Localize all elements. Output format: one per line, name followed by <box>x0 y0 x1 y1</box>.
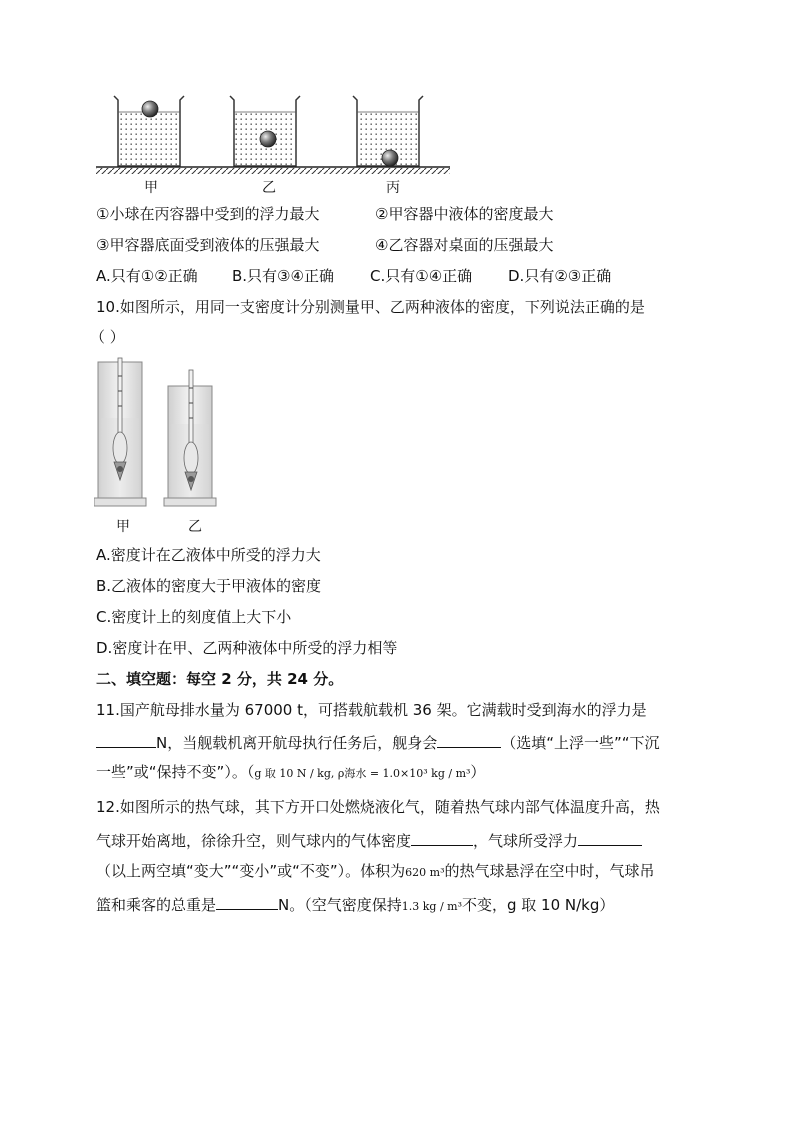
q10-option-d[interactable]: D.密度计在甲、乙两种液体中所受的浮力相等 <box>96 639 398 657</box>
q12-text-4d: 不变，g 取 10 N/kg） <box>462 896 615 914</box>
ball-yi <box>260 131 276 147</box>
q12-line-4 <box>96 893 614 917</box>
q9-option-b[interactable]: B.只有③④正确 <box>232 267 334 285</box>
q12-text-3c: 的热气球悬浮在空中时，气球吊 <box>444 862 655 880</box>
q9-statement-4: ④乙容器对桌面的压强最大 <box>375 236 554 254</box>
q9-statement-row-1 <box>96 204 553 224</box>
beakers-figure <box>94 92 454 176</box>
q10-option-a[interactable]: A.密度计在乙液体中所受的浮力大 <box>96 546 321 564</box>
label-yi: 乙 <box>262 180 276 196</box>
q9-statement-1: ①小球在丙容器中受到的浮力最大 <box>96 205 320 223</box>
q12-line-3 <box>96 861 655 883</box>
q10-answer-paren[interactable]: （ ） <box>90 328 125 346</box>
section-2-heading: 二、填空题：每空 2 分，共 24 分。 <box>96 670 344 688</box>
q12-line-2 <box>96 829 642 851</box>
q12-text-4b: N。（空气密度保持 <box>278 896 402 914</box>
q11-formula: g 取 10 N / kg, ρ海水 = 1.0×10³ kg / m³ <box>254 767 471 780</box>
q11-blank-2[interactable] <box>437 731 501 748</box>
q11-text-3c: ） <box>470 763 486 781</box>
q9-options <box>96 266 611 286</box>
q11-blank-1[interactable] <box>96 731 156 748</box>
ball-jia <box>142 101 158 117</box>
q12-air-density: 1.3 kg / m³ <box>401 900 462 913</box>
q10-option-b[interactable]: B.乙液体的密度大于甲液体的密度 <box>96 577 322 595</box>
label-jia-2: 甲 <box>116 519 130 535</box>
q11-text-2a: N，当舰载机离开航母执行任务后，舰身会 <box>156 734 438 752</box>
cylinder-jia <box>94 358 146 506</box>
beaker-yi <box>230 96 300 166</box>
q11-text-2b: （选填“上浮一些”“下沉 <box>501 734 660 752</box>
beaker-jia <box>114 96 184 166</box>
label-bing: 丙 <box>386 180 400 196</box>
q12-text-4a: 篮和乘客的总重是 <box>96 896 217 914</box>
label-yi-2: 乙 <box>188 519 202 535</box>
q10-stem: 10.如图所示，用同一支密度计分别测量甲、乙两种液体的密度，下列说法正确的是 <box>96 298 645 316</box>
q9-statement-row-2 <box>96 235 553 255</box>
q12-text-2a: 气球开始离地，徐徐升空，则气球内的气体密度 <box>96 832 412 850</box>
q12-blank-2[interactable] <box>578 829 642 846</box>
label-jia: 甲 <box>144 180 158 196</box>
q11-text-3a: 一些”或“保持不变”）。（ <box>96 763 255 781</box>
q12-blank-3[interactable] <box>216 893 278 910</box>
beaker-bing <box>353 96 423 166</box>
cylinder-yi <box>164 370 216 506</box>
q9-statement-3: ③甲容器底面受到液体的压强最大 <box>96 236 320 254</box>
q9-option-d[interactable]: D.只有②③正确 <box>508 267 612 285</box>
q12-volume: 620 m³ <box>405 866 445 879</box>
q11-line-1: 11.国产航母排水量为 67000 t，可搭载航载机 36 架。它满载时受到海水的浮力是 <box>96 701 647 719</box>
q9-statement-2: ②甲容器中液体的密度最大 <box>375 205 554 223</box>
q11-line-2 <box>96 731 660 753</box>
q10-option-c[interactable]: C.密度计上的刻度值上大下小 <box>96 608 292 626</box>
q9-option-a[interactable]: A.只有①②正确 <box>96 267 198 285</box>
q12-text-2b: ，气球所受浮力 <box>473 832 579 850</box>
hydrometers-figure <box>94 356 224 508</box>
q12-blank-1[interactable] <box>411 829 473 846</box>
q12-line-1: 12.如图所示的热气球，其下方开口处燃烧液化气，随着热气球内部气体温度升高，热 <box>96 798 660 816</box>
q12-text-3a: （以上两空填“变大”“变小”或“不变”）。体积为 <box>96 862 406 880</box>
ball-bing <box>382 150 398 166</box>
q9-option-c[interactable]: C.只有①④正确 <box>370 267 473 285</box>
q11-line-3 <box>96 762 485 784</box>
